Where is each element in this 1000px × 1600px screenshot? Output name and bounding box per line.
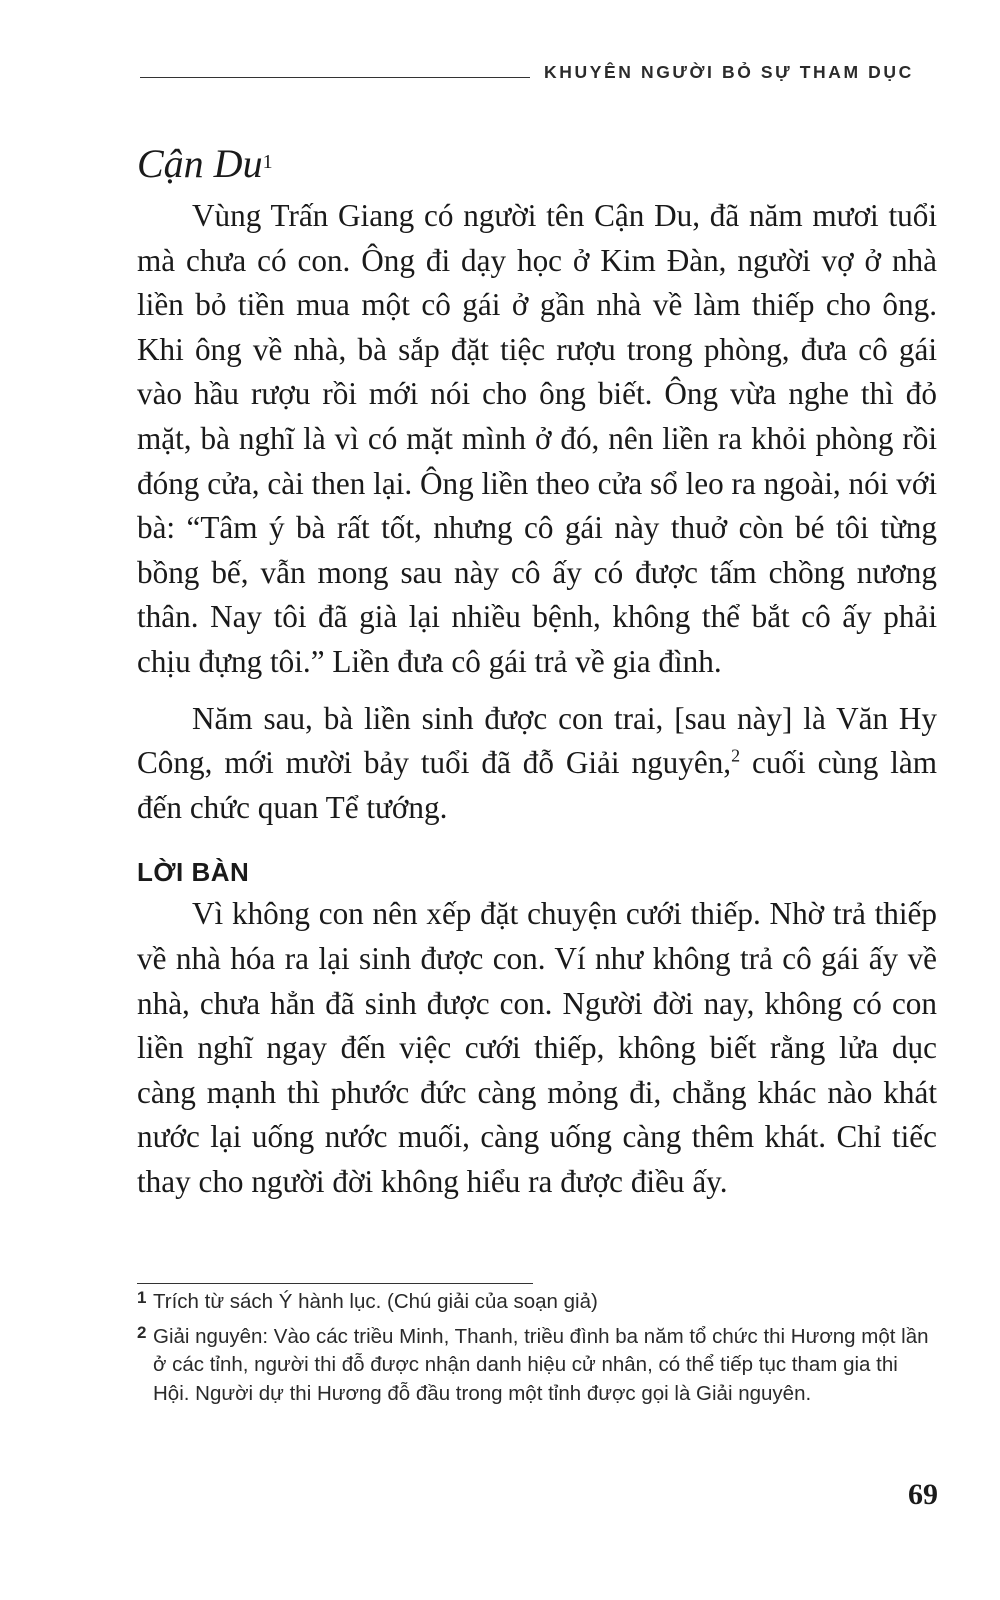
footnote-item	[137, 1288, 937, 1317]
story-paragraph-2-text: Năm sau, bà liền sinh được con trai, [sau này] là Văn Hy Công, mới mười bảy tuổi đã đỗ Giải nguyên,	[137, 700, 937, 781]
footnote-number: 1	[137, 1288, 147, 1307]
story-paragraph-1: Vùng Trấn Giang có người tên Cận Du, đã năm mươi tuổi mà chưa có con. Ông đi dạy học ở Kim Đàn, người vợ ở nhà liền bỏ tiền mua một cô gái ở gần nhà về làm thiếp cho ông. Khi ông về nhà, bà sắp đặt tiệc rượu trong phòng, đưa cô gái vào hầu rượu rồi mới nói cho ông biết. Ông vừa nghe thì đỏ mặt, bà nghĩ là vì có mặt mình ở đó, nên liền ra khỏi phòng rồi đóng cửa, cài then lại. Ông liền theo cửa sổ leo ra ngoài, nói với bà: “Tâm ý bà rất tốt, nhưng cô gái này thuở còn bé tôi từng bồng bế, vẫn mong sau này cô ấy có được tấm chồng nương thân. Nay tôi đã già lại nhiều bệnh, không thể bắt cô ấy phải chịu đựng tôi.” Liền đưa cô gái trả về gia đình.	[137, 198, 937, 679]
footnote-item	[137, 1323, 937, 1409]
story-title	[137, 140, 937, 188]
running-head	[140, 62, 938, 83]
footnote-text: Trích từ sách Ý hành lục. (Chú giải của soạn giả)	[153, 1290, 598, 1313]
page-number: 69	[908, 1478, 938, 1511]
running-head-title: KHUYÊN NGƯỜI BỎ SỰ THAM DỤC	[544, 62, 914, 82]
footnote-rule	[137, 1283, 533, 1284]
story-paragraph-2-text-after: cuối cùng làm đến chức quan Tể tướng.	[137, 745, 937, 825]
commentary-heading: LỜI BÀN	[137, 857, 250, 888]
main-content	[137, 140, 937, 1204]
header-rule	[140, 77, 530, 78]
footnotes	[137, 1283, 937, 1414]
footnote-number: 2	[137, 1322, 147, 1342]
footnote-ref-2: 2	[731, 745, 741, 766]
story-title-text: Cận Du	[137, 141, 263, 186]
story-paragraph-2	[137, 697, 937, 831]
footnote-text: Giải nguyên: Vào các triều Minh, Thanh, triều đình ba năm tổ chức thi Hương một lần ở các tỉnh, người thi đỗ được nhận danh hiệu cử nhân, có thể tiếp tục tham gia thi Hội. Người dự thi Hương đỗ đầu trong một tỉnh được gọi là Giải nguyên.	[153, 1324, 929, 1405]
footnote-ref-1: 1	[262, 151, 273, 173]
commentary-paragraph: Vì không con nên xếp đặt chuyện cưới thiếp. Nhờ trả thiếp về nhà hóa ra lại sinh được con. Ví như không trả cô gái ấy về nhà, chưa hẳn đã sinh được con. Người đời nay, không có con liền nghĩ ngay đến việc cưới thiếp, không biết rằng lửa dục càng mạnh thì phước đức càng mỏng đi, chẳng khác nào khát nước lại uống nước muối, càng uống càng thêm khát. Chỉ tiếc thay cho người đời không hiểu ra được điều ấy.	[137, 896, 937, 1199]
